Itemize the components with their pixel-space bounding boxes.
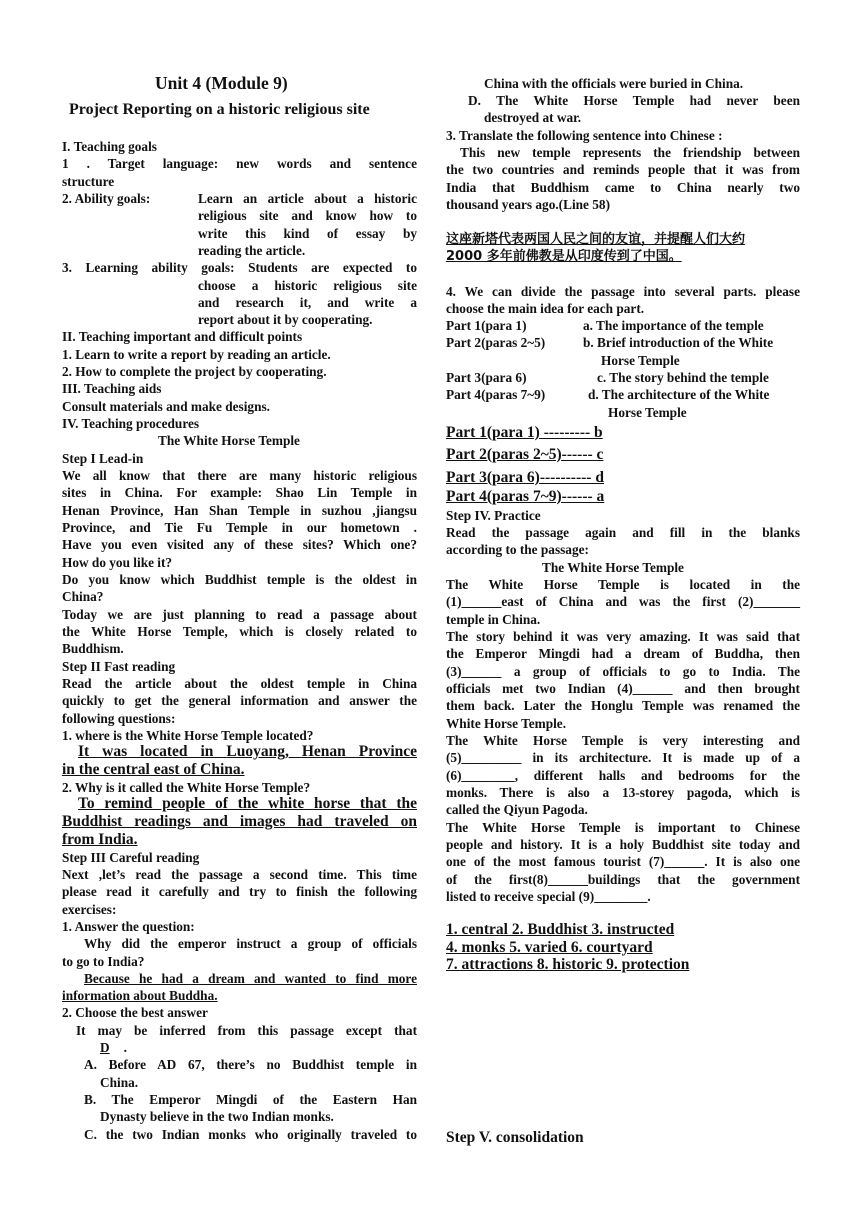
question: 2. Why is it called the White Horse Temple? [62,780,311,795]
text-line: The White Horse Temple is very interesting and [446,733,800,748]
project-subtitle: Project Reporting on a historic religious site [69,101,370,118]
text-line: called the Qiyun Pagoda. [446,802,588,817]
part-idea: a. The importance of the temple [583,318,764,333]
text-line: officials met two Indian (4)______ and then brought [446,681,800,696]
text-line: 3. Learning ability goals: Students are expected to [62,260,417,275]
text-line: Read the article about the oldest temple in China [62,676,417,691]
part-idea: b. Brief introduction of the White [583,335,774,350]
option-line: A. Before AD 67, there’s no Buddhist temple in [84,1057,417,1072]
step-heading: Step IV. Practice [446,508,541,523]
text-line: White Horse Temple. [446,716,567,731]
text-line: (6)________, different halls and bedrooms for the [446,768,800,783]
text-line: (3)______ a group of officials to go to India. The [446,664,800,679]
text-line: to go to India? [62,954,145,969]
unit-title: Unit 4 (Module 9) [155,73,288,93]
answer-key-line: 1. central 2. Buddhist 3. instructed [446,921,675,938]
text-line: them back. Later the Honglu Temple was renamed the [446,698,800,713]
option-line: China with the officials were buried in China. [484,76,744,91]
text-line: The story behind it was very amazing. It was said that [446,629,800,644]
part-idea: c. The story behind the temple [597,370,769,385]
text-line: (1)______east of China and was the first (2)_______ [446,594,800,609]
step-heading: Step V. consolidation [446,1129,584,1146]
text-line: report about it by cooperating. [198,312,373,327]
answer-key-line: 7. attractions 8. historic 9. protection [446,956,690,973]
option-line: Dynasty believe in the two Indian monks. [100,1109,334,1124]
text-line: How do you like it? [62,555,173,570]
section-title: The White Horse Temple [158,433,300,448]
text-line: 1 . Target language: new words and sentence [62,156,417,171]
part-answer: Part 4(paras 7~9)------ a [446,488,605,505]
answer-key-line: 4. monks 5. varied 6. courtyard [446,939,653,956]
part-label: Part 1(para 1) [446,318,527,333]
chinese-translation: 2000 多年前佛教是从印度传到了中国。 [446,249,682,264]
text-line: We all know that there are many historic religious [62,468,417,483]
text-line: according to the passage: [446,542,589,557]
text-line: Henan Province, Han Shan Temple in suzhou ,jiangsu [62,503,417,518]
text-line: temple in China. [446,612,541,627]
section-heading: II. Teaching important and difficult points [62,329,303,344]
text-line: write this kind of essay by [198,226,417,241]
part-answer: Part 1(para 1) --------- b [446,424,603,441]
option-line: D. The White Horse Temple had never been [468,93,800,108]
answer-blank: D . [62,1039,127,1056]
text-line: Do you know which Buddhist temple is the oldest in [62,572,417,587]
answer-line: It was located in Luoyang, Henan Province [78,743,417,760]
answer-line: Buddhist readings and images had traveled on [62,813,417,830]
part-label: Part 2(paras 2~5) [446,335,546,350]
text-line: structure [62,174,115,189]
text-line: reading the article. [198,243,306,258]
section-heading: I. Teaching goals [62,139,157,154]
chinese-translation: 这座新塔代表两国人民之间的友谊，并提醒人们大约 [446,232,746,247]
text-line: Have you even visited any of these sites? Which one? [62,537,417,552]
text-line: (5)_________ in its architecture. It is made up of a [446,750,800,765]
text-line: India that Buddhism came to China nearly two [446,180,800,195]
question: 1. where is the White Horse Temple located? [62,728,314,743]
text-line: This new temple represents the friendship between [460,145,800,160]
part-answer: Part 2(paras 2~5)------ c [446,446,604,463]
option-line: C. the two Indian monks who originally traveled to [84,1127,417,1142]
text-line: Why did the emperor instruct a group of officials [84,936,417,951]
text-line: following questions: [62,711,176,726]
text-line: the White Horse Temple, which is closely related to [62,624,417,639]
text-line: and research it, and write a [198,295,417,310]
section-title: The White Horse Temple [542,560,684,575]
exercise-heading: 2. Choose the best answer [62,1005,208,1020]
text-line: Province, and Tie Fu Temple in our hometown . [62,520,417,535]
text-line: 2. How to complete the project by cooperating. [62,364,327,379]
text-line: Today we are just planning to read a passage about [62,607,417,622]
part-idea: d. The architecture of the White [588,387,770,402]
text-line: The White Horse Temple is located in the [446,577,800,592]
option-line: China. [100,1075,139,1090]
section-heading: III. Teaching aids [62,381,162,396]
text-line: listed to receive special (9)________. [446,889,651,904]
part-idea: Horse Temple [608,405,687,420]
text-line: sites in China. For example: Shao Lin Temple in [62,485,417,500]
text-line: quickly to get the general information and answer the [62,693,417,708]
text-line: choose a historic religious site [198,278,417,293]
text-line: Buddhism. [62,641,124,656]
part-label: Part 4(paras 7~9) [446,387,546,402]
section-heading: IV. Teaching procedures [62,416,200,431]
text-line: Learn an article about a historic [198,191,417,206]
step-heading: Step II Fast reading [62,659,176,674]
exercise-heading: 1. Answer the question: [62,919,195,934]
exercise-heading: 3. Translate the following sentence into Chinese : [446,128,723,143]
text-line: please read it carefully and try to finish the following [62,884,417,899]
text-line: choose the main idea for each part. [446,301,645,316]
text-line: Consult materials and make designs. [62,399,270,414]
answer-line: from India. [62,831,138,848]
answer-line: in the central east of China. [62,761,245,778]
text-line: religious site and know how to [198,208,417,223]
text-line: The White Horse Temple is important to Chinese [446,820,800,835]
text-line: exercises: [62,902,117,917]
answer-line: To remind people of the white horse that the [78,795,417,812]
option-line: B. The Emperor Mingdi of the Eastern Han [84,1092,417,1107]
text-line: It may be inferred from this passage except that [76,1023,417,1038]
text-line: Read the passage again and fill in the blanks [446,525,800,540]
text-line: Next ,let’s read the passage a second time. This time [62,867,417,882]
answer-line: information about Buddha. [62,988,218,1003]
text-line: China? [62,589,104,604]
text-line: the Emperor Mingdi had a dream of Buddha, then [446,646,800,661]
text-line: 2. Ability goals: [62,191,151,206]
text-line: 1. Learn to write a report by reading an article. [62,347,331,362]
answer-choice: D [100,1040,110,1055]
step-heading: Step I Lead-in [62,451,144,466]
exercise-heading: 4. We can divide the passage into several parts. please [446,284,800,299]
text-line: thousand years ago.(Line 58) [446,197,611,212]
text-line: one of the most famous tourist (7)______. It is also one [446,854,800,869]
text-line: people and history. It is a holy Buddhist site today and [446,837,800,852]
text-line: monks. There is also a 13-storey pagoda, which is [446,785,800,800]
step-heading: Step III Careful reading [62,850,200,865]
text-line: the two countries and reminds people that it was from [446,162,800,177]
text-line: of the first(8)______buildings that the government [446,872,800,887]
part-label: Part 3(para 6) [446,370,527,385]
answer-line: Because he had a dream and wanted to find more [84,971,417,986]
part-idea: Horse Temple [601,353,680,368]
option-line: destroyed at war. [484,110,582,125]
part-answer: Part 3(para 6)---------- d [446,469,604,486]
